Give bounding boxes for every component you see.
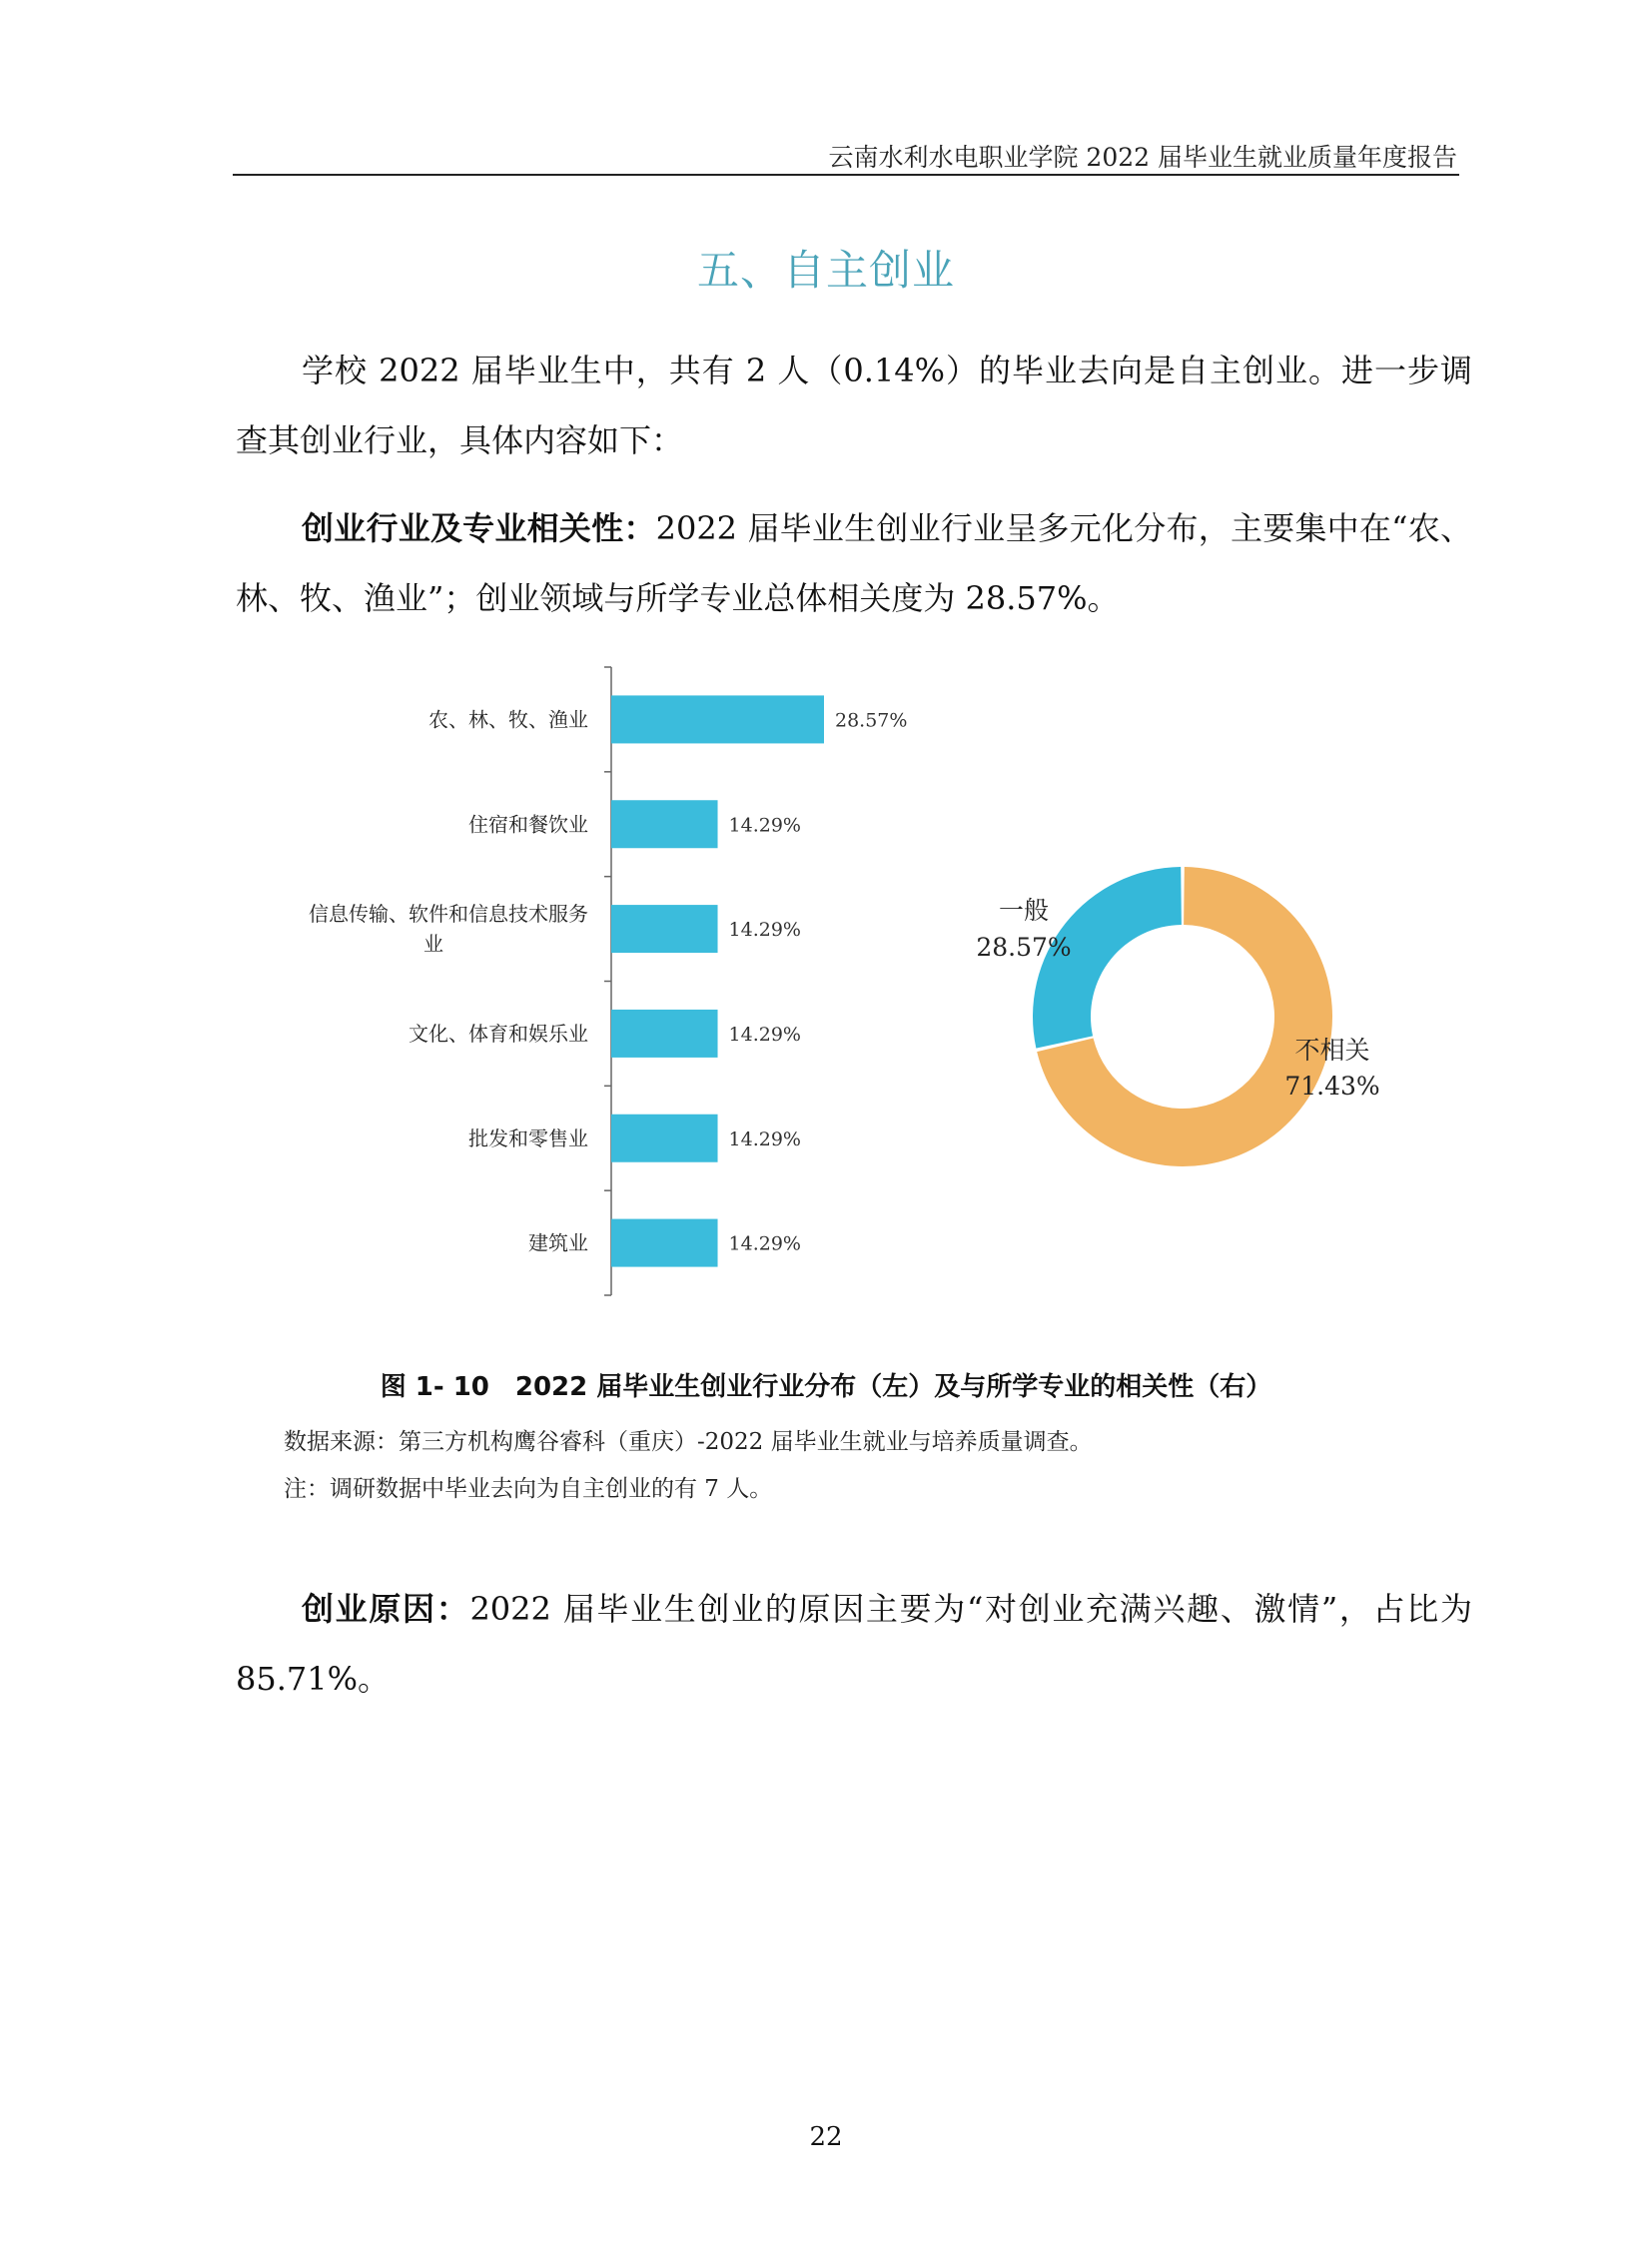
bar-category-label: 建筑业 (528, 1230, 588, 1255)
bar-value-label: 28.57% (835, 709, 908, 732)
bar-value-label: 14.29% (728, 1023, 801, 1046)
donut-slice-value: 28.57% (976, 933, 1072, 962)
reason-paragraph (236, 1574, 1472, 1714)
running-header: 云南水利水电职业学院 2022 届毕业生就业质量年度报告 (828, 143, 1457, 172)
bar-category-label: 业 (423, 932, 443, 957)
industry-lead: 创业行业及专业相关性： (302, 509, 656, 547)
survey-remark-note: 注：调研数据中毕业去向为自主创业的有 7 人。 (284, 1476, 773, 1502)
donut-slice-name: 一般 (998, 896, 1050, 925)
bar-value-label: 14.29% (728, 919, 801, 942)
industry-text: 2022 届毕业生创业行业呈多元化分布，主要集中在“农、林、牧、渔业”；创业领域与所学专业总体相关度为 28.57%。 (236, 509, 1472, 617)
bar-category-label: 住宿和餐饮业 (468, 812, 588, 837)
bar-category-label: 文化、体育和娱乐业 (409, 1021, 588, 1046)
reason-lead: 创业原因： (302, 1590, 470, 1628)
data-source-note: 数据来源：第三方机构鹰谷睿科（重庆）-2022 届毕业生就业与培养质量调查。 (284, 1429, 1093, 1455)
figure-caption: 图 1- 10 2022 届毕业生创业行业分布（左）及与所学专业的相关性（右） (380, 1372, 1272, 1402)
bar-value-label: 14.29% (728, 814, 801, 837)
donut-slice-name: 不相关 (1294, 1036, 1370, 1065)
bar-value-label: 14.29% (728, 1127, 801, 1150)
bar-category-label: 信息传输、软件和信息技术服务 (309, 902, 588, 927)
page-number: 22 (809, 2122, 843, 2152)
section-title: 五、自主创业 (696, 246, 955, 295)
bar-category-label: 批发和零售业 (468, 1125, 588, 1150)
bar-value-label: 14.29% (728, 1232, 801, 1255)
reason-text: 2022 届毕业生创业的原因主要为“对创业充满兴趣、激情”，占比为 85.71%。 (236, 1590, 1472, 1698)
intro-paragraph: 学校 2022 届毕业生中，共有 2 人（0.14%）的毕业去向是自主创业。进一步调查其创业行业，具体内容如下： (236, 352, 1472, 459)
bar-category-label: 农、林、牧、渔业 (428, 707, 588, 732)
donut-slice-value: 71.43% (1284, 1072, 1380, 1101)
